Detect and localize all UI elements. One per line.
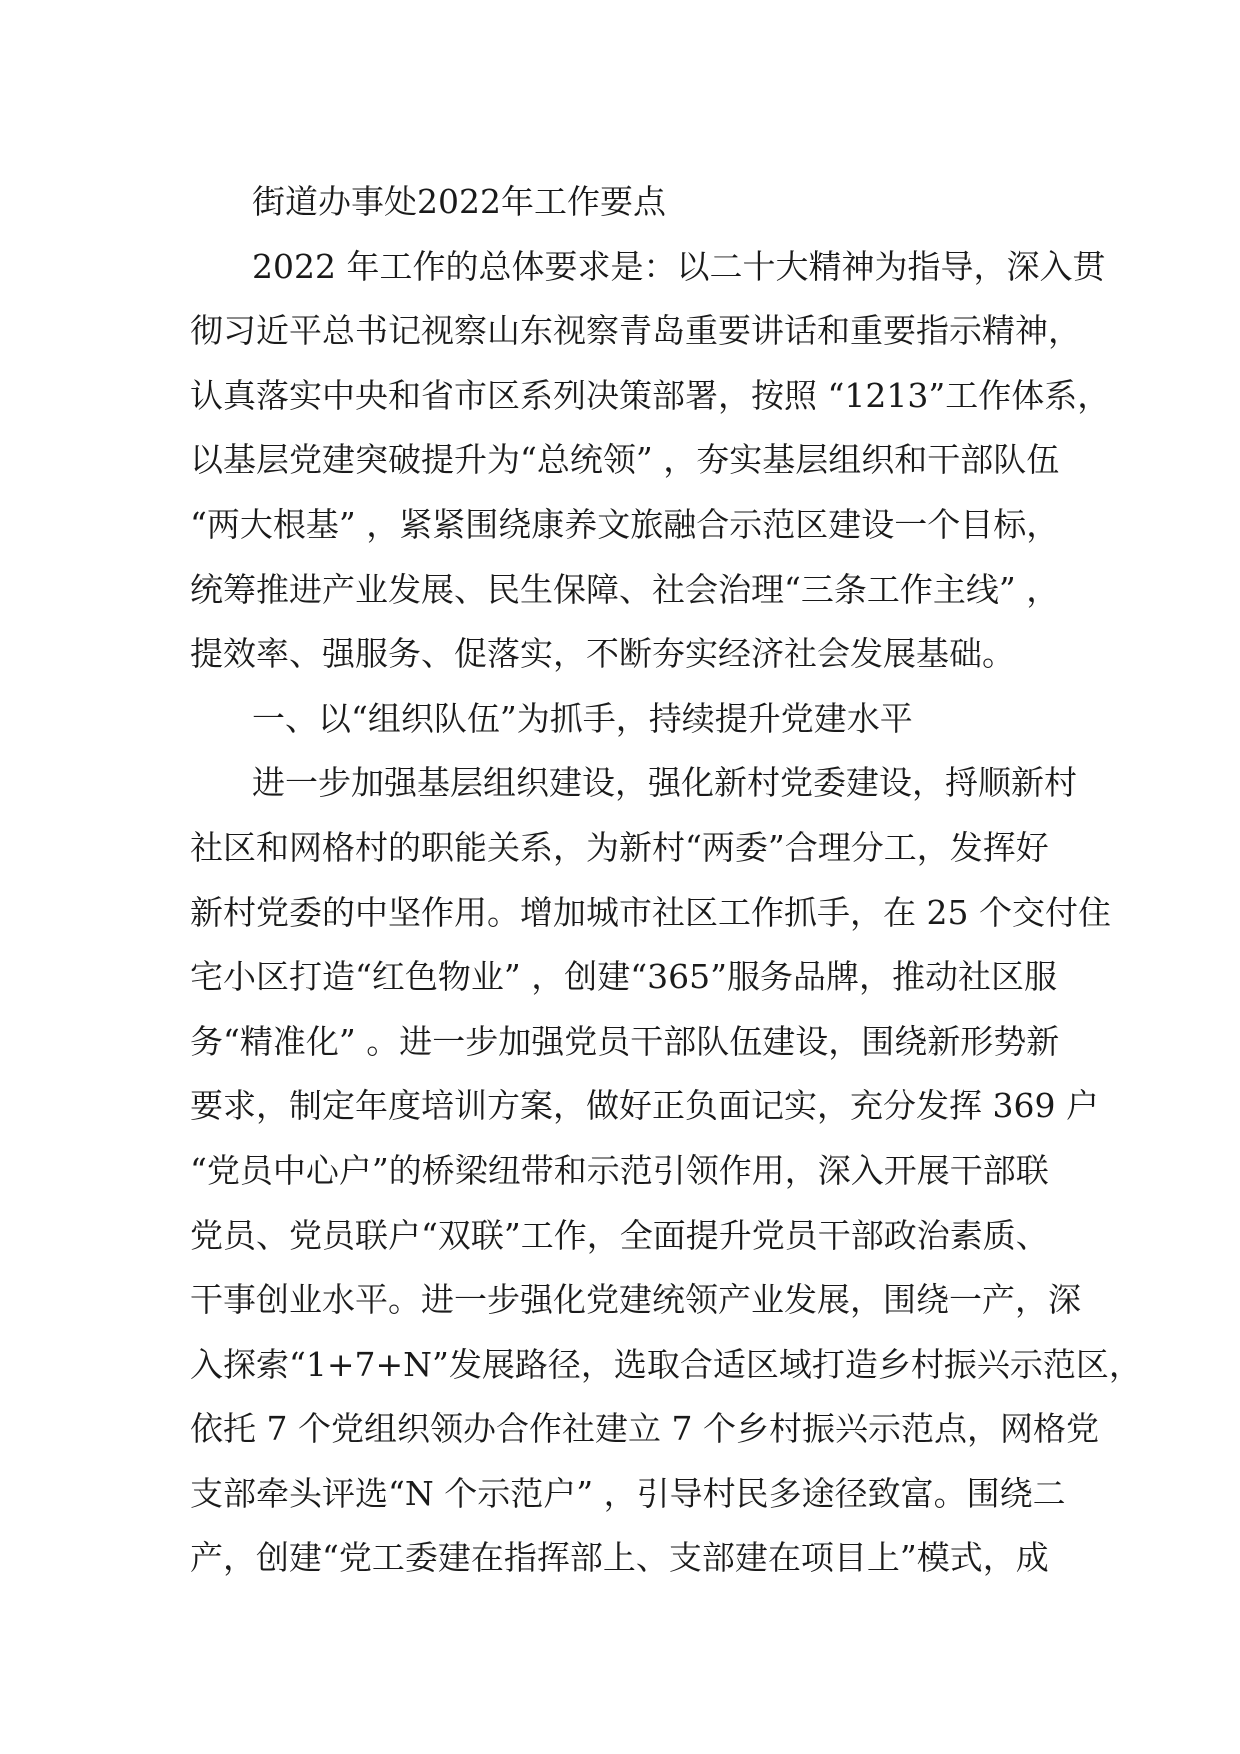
section-1-body: [190, 751, 1142, 1591]
summary-line: “两大根基” ，紧紧围绕康养文旅融合示范区建设一个目标，: [190, 504, 1060, 544]
section-1-line: 新村党委的中坚作用。增加城市社区工作抓手，在 25 个交付住: [190, 892, 1111, 932]
section-1-line: 社区和网格村的职能关系，为新村“两委”合理分工，发挥好: [190, 827, 1049, 867]
summary-paragraph: [190, 235, 1111, 687]
document-title: 街道办事处2022年工作要点: [252, 182, 666, 221]
section-heading-line: 一、以“组织队伍”为抓手，持续提升党建水平: [252, 698, 913, 738]
summary-line: 认真落实中央和省市区系列决策部署，按照 “1213”工作体系，: [190, 375, 1111, 415]
summary-line: 提效率、强服务、促落实，不断夯实经济社会发展基础。: [190, 634, 1015, 674]
section-1-line: 要求，制定年度培训方案，做好正负面记实，充分发挥 369 户: [190, 1086, 1099, 1126]
section-1-line: 宅小区打造“红色物业” ，创建“365”服务品牌，推动社区服: [190, 957, 1057, 997]
section-1-line: “党员中心户”的桥梁纽带和示范引领作用，深入开展干部联: [190, 1150, 1049, 1190]
section-heading-1: [190, 687, 1070, 752]
section-1-line: 入探索“1+7+N”发展路径，选取合适区域打造乡村振兴示范区，: [190, 1344, 1142, 1384]
section-1-line: 干事创业水平。进一步强化党建统领产业发展，围绕一产，深: [190, 1280, 1081, 1320]
summary-line: 彻习近平总书记视察山东视察青岛重要讲话和重要指示精神，: [190, 311, 1081, 351]
section-1-line: 务“精准化” 。进一步加强党员干部队伍建设，围绕新形势新: [190, 1021, 1060, 1061]
summary-line: 以基层党建突破提升为“总统领” ，夯实基层组织和干部队伍: [190, 440, 1060, 480]
section-1-line: 依托 7 个党组织领办合作社建立 7 个乡村振兴示范点，网格党: [190, 1409, 1099, 1449]
document-body: [190, 170, 1142, 1591]
section-1-line: 进一步加强基层组织建设，强化新村党委建设，捋顺新村: [252, 763, 1077, 803]
summary-line: 2022 年工作的总体要求是：以二十大精神为指导，深入贯: [252, 246, 1106, 286]
section-1-line: 产，创建“党工委建在指挥部上、支部建在项目上”模式，成: [190, 1538, 1049, 1578]
section-1-line: 党员、党员联户“双联”工作，全面提升党员干部政治素质、: [190, 1215, 1049, 1255]
section-1-line: 支部牵头评选“N 个示范户” ，引导村民多途径致富。围绕二: [190, 1473, 1066, 1513]
summary-line: 统筹推进产业发展、民生保障、社会治理“三条工作主线” ，: [190, 569, 1060, 609]
